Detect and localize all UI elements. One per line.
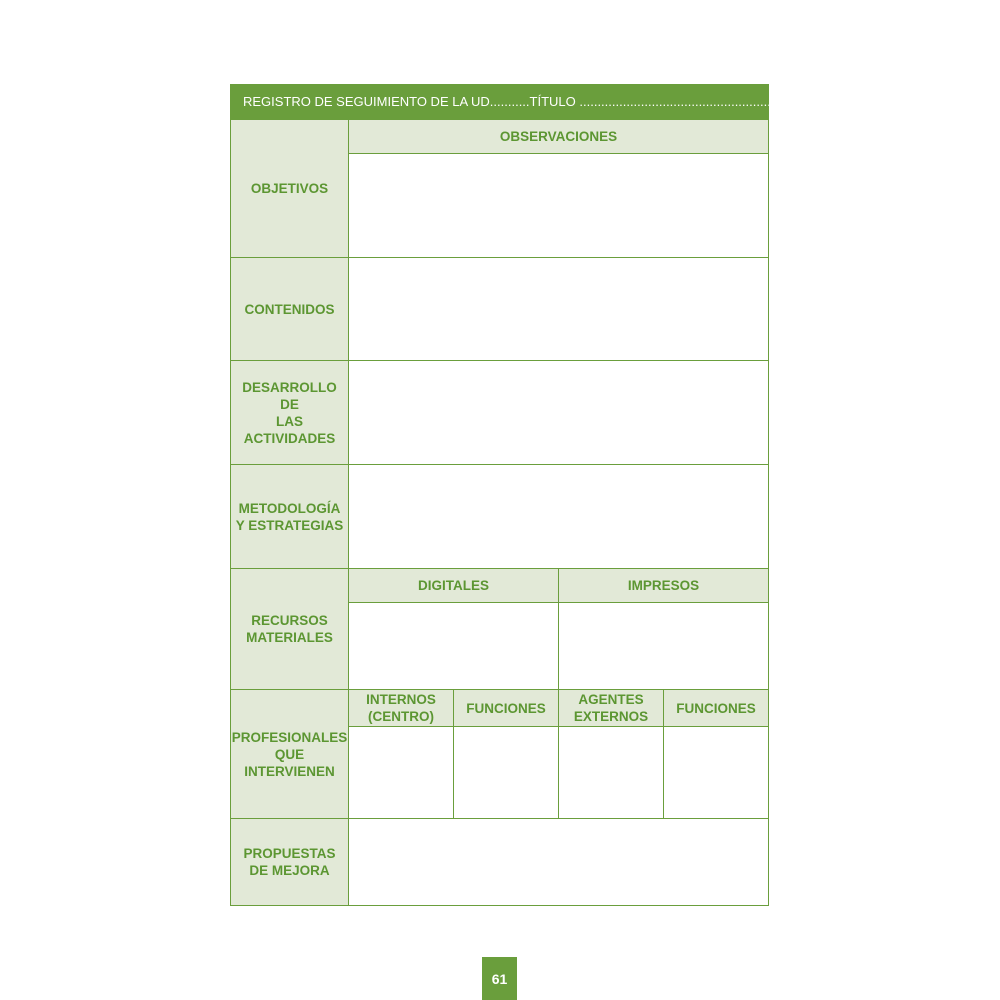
column-header-internos: INTERNOS (CENTRO) (348, 689, 454, 727)
field-internos[interactable] (348, 726, 454, 819)
column-header-agentes-externos: AGENTES EXTERNOS (558, 689, 664, 727)
row-label-contenidos: CONTENIDOS (230, 257, 349, 361)
field-metodologia[interactable] (348, 464, 769, 569)
field-agentes-externos[interactable] (558, 726, 664, 819)
field-propuestas[interactable] (348, 818, 769, 906)
form-header (230, 84, 807, 119)
field-impresos[interactable] (558, 602, 769, 690)
field-digitales[interactable] (348, 602, 559, 690)
form-title-registro: REGISTRO DE SEGUIMIENTO DE LA UD........... (243, 94, 530, 109)
row-label-desarrollo: DESARROLLO DE LAS ACTIVIDADES (230, 360, 349, 465)
field-objetivos[interactable] (348, 153, 769, 258)
page-number: 61 (482, 957, 517, 1000)
column-header-observaciones: OBSERVACIONES (348, 119, 769, 154)
row-label-objetivos: OBJETIVOS (230, 119, 349, 258)
field-funciones-externos[interactable] (663, 726, 769, 819)
tracking-form (230, 84, 807, 906)
row-label-profesionales: PROFESIONALES QUE INTERVIENEN (230, 689, 349, 819)
row-label-recursos: RECURSOS MATERIALES (230, 568, 349, 690)
column-header-funciones-externos: FUNCIONES (663, 689, 769, 727)
form-title-titulo: TÍTULO ............................................................... (529, 94, 807, 109)
column-header-impresos: IMPRESOS (558, 568, 769, 603)
field-contenidos[interactable] (348, 257, 769, 361)
row-label-propuestas: PROPUESTAS DE MEJORA (230, 818, 349, 906)
column-header-funciones-internos: FUNCIONES (453, 689, 559, 727)
field-desarrollo[interactable] (348, 360, 769, 465)
field-funciones-internos[interactable] (453, 726, 559, 819)
row-label-metodologia: METODOLOGÍA Y ESTRATEGIAS (230, 464, 349, 569)
column-header-digitales: DIGITALES (348, 568, 559, 603)
